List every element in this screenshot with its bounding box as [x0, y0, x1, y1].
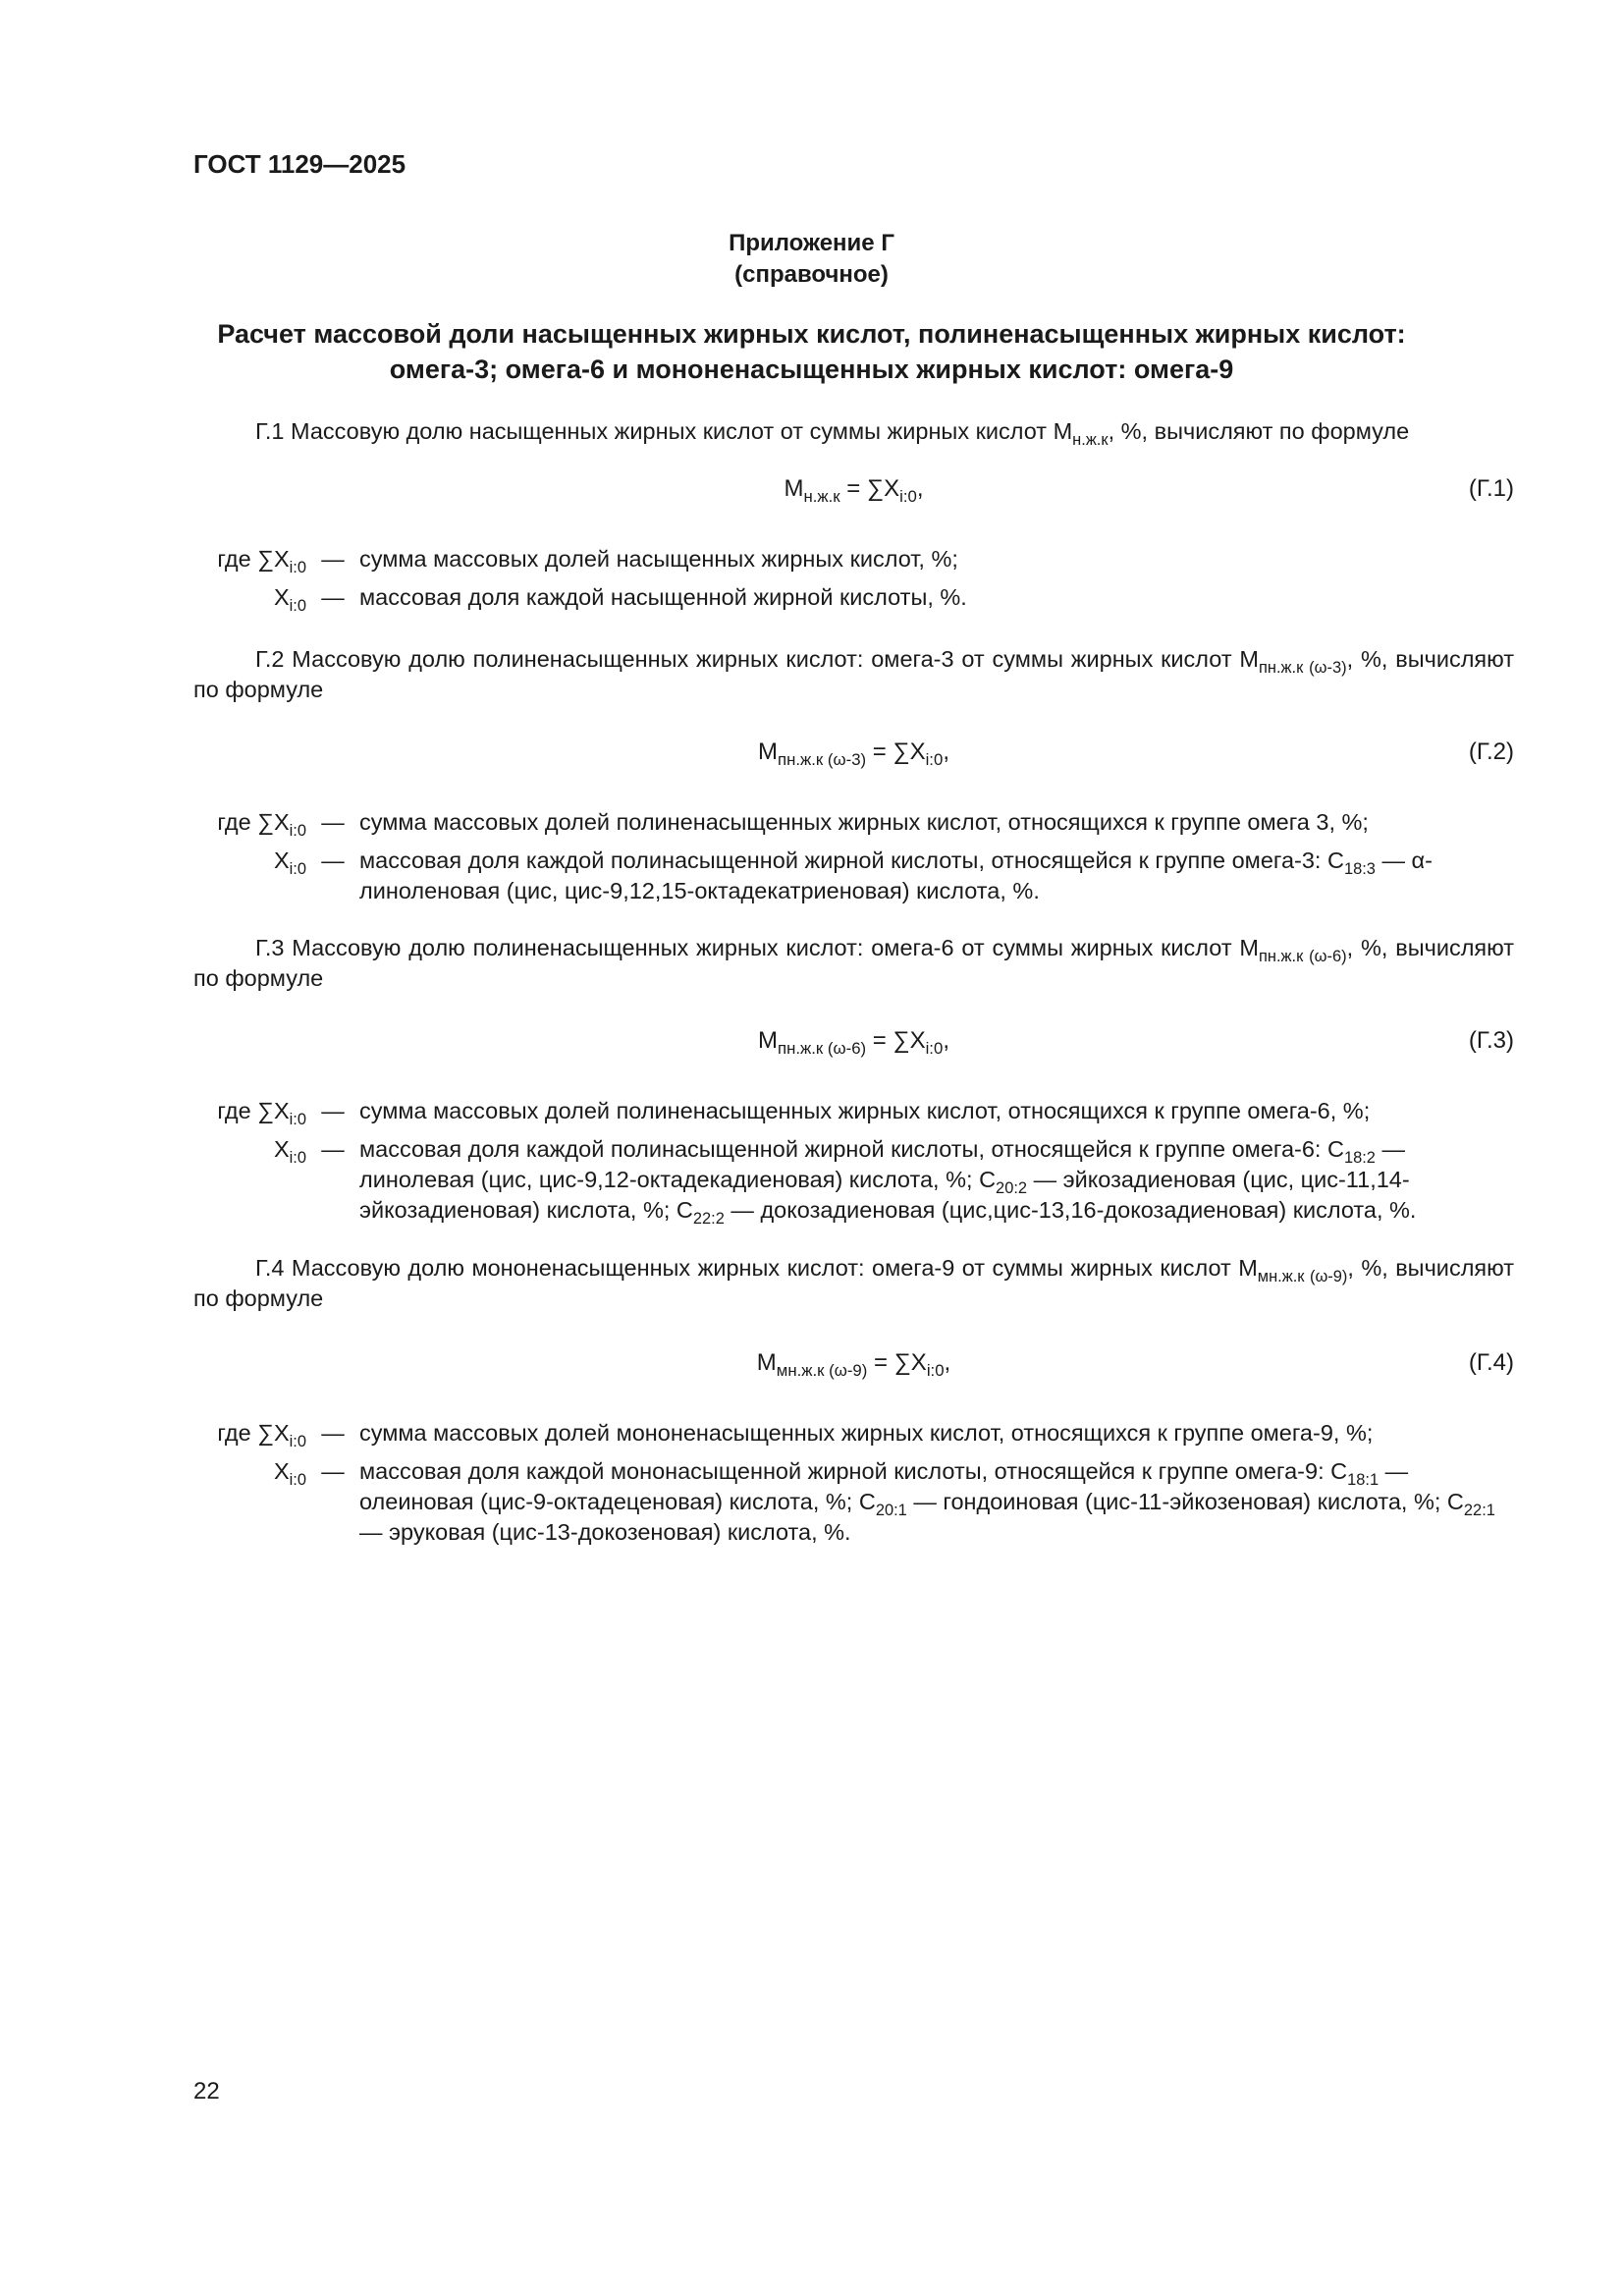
formula-tail: ,: [943, 738, 949, 765]
definition-text: массовая доля каждой полинасыщенной жирной кислоты, относящейся к группе омега-6: $C_{18:2}$ — линолевая (цис, цис-9,12-октадекадиеновая) кислота, %; $C_{20:2}$ — эйкозадиеновая (цис, цис-11,14-эйкозадиеновая) кислота, %; $C_{22:2}$ — докозадиеновая (цис,цис-13,16-докозадиеновая) кислота, %.: [359, 1136, 1417, 1228]
dash: —: [321, 809, 345, 835]
formula-g1: [193, 475, 1514, 509]
definition-symbol: где $\sum X_{i:0}$: [217, 1420, 306, 1450]
annex-title: [206, 316, 1417, 387]
definition-symbol: где $\sum X_{i:0}$: [217, 1098, 306, 1128]
formula-tail: ,: [943, 1027, 949, 1054]
definition-symbol: $X_{i:0}$: [273, 584, 306, 615]
subscript: пн.ж.к (ω-6): [1259, 947, 1347, 965]
formula-lhs: М: [756, 1349, 777, 1376]
definition-text: массовая доля каждой мононасыщенной жирной кислоты, относящейся к группе омега-9: $C_{18:1}$ — олеиновая (цис-9-октадеценовая) кислота, %; $C_{20:1}$ — гондоиновая (цис-11-эйкозеновая) кислота, %; $C_{22:1}$ — эруковая (цис-13-докозеновая) кислота, %.: [359, 1458, 1495, 1545]
paragraph-g3: [193, 933, 1514, 994]
definition-item: [196, 807, 1514, 838]
dash: —: [321, 1098, 345, 1123]
definitions-g1: [196, 544, 1514, 613]
definition-text: массовая доля каждой полинасыщенной жирной кислоты, относящейся к группе омега-3: $C_{18:3}$ — α-линоленовая (цис, цис-9,12,15-октадекатриеновая) кислота, %.: [359, 847, 1433, 903]
paragraph-g4: [193, 1253, 1514, 1314]
subscript: н.ж.к: [1072, 430, 1109, 449]
dash: —: [321, 546, 345, 572]
formula-rhs: = ∑X: [866, 738, 926, 765]
definition-text: сумма массовых долей полиненасыщенных жирных кислот, относящихся к группе омега 3, %;: [359, 809, 1369, 835]
definition-symbol: где $\sum X_{i:0}$: [217, 546, 306, 576]
paragraph-g2: [193, 644, 1514, 705]
formula-rhs: = ∑X: [866, 1027, 926, 1054]
formula-expression: [193, 738, 1514, 769]
subscript: мн.ж.к (ω-9): [1257, 1267, 1348, 1285]
paragraph-text: , %, вычисляют по формуле: [193, 646, 1515, 702]
dash: —: [321, 847, 345, 873]
subscript: пн.ж.к (ω-3): [778, 749, 867, 769]
formula-lhs: М: [784, 475, 804, 502]
dash: —: [321, 584, 345, 610]
definition-symbol: $X_{i:0}$: [273, 1458, 306, 1489]
definition-text: сумма массовых долей насыщенных жирных кислот, %;: [359, 546, 958, 572]
subscript: i:0: [926, 1360, 945, 1380]
paragraph-text: Г.2 Массовую долю полиненасыщенных жирных кислот: омега-3 от суммы жирных кислот М: [255, 646, 1260, 672]
formula-rhs: = ∑X: [839, 475, 900, 502]
definition-text: массовая доля каждой насыщенной жирной кислоты, %.: [359, 584, 967, 610]
subscript: i:0: [899, 486, 917, 506]
subscript: пн.ж.к (ω-3): [1259, 658, 1347, 677]
paragraph-text: Г.3 Массовую долю полиненасыщенных жирных кислот: омега-6 от суммы жирных кислот М: [255, 935, 1260, 960]
dash: —: [321, 1136, 345, 1162]
formula-number: (Г.4): [1468, 1349, 1514, 1376]
annex-label: Приложение Г: [729, 230, 894, 256]
annex-title-line-1: Расчет массовой доли насыщенных жирных кислот, полиненасыщенных жирных кислот:: [217, 319, 1406, 349]
definition-item: [196, 582, 1514, 613]
subscript: мн.ж.к (ω-9): [776, 1360, 868, 1380]
definition-item: [196, 544, 1514, 574]
formula-number: (Г.2): [1468, 738, 1514, 765]
definition-item: [196, 846, 1514, 906]
formula-tail: ,: [916, 475, 924, 502]
formula-tail: ,: [944, 1349, 951, 1376]
definition-text: сумма массовых долей мононенасыщенных жирных кислот, относящихся к группе омега-9, %;: [359, 1420, 1374, 1446]
formula-expression: [193, 1349, 1514, 1380]
annex-heading: [0, 228, 1623, 291]
page-number: 22: [193, 2078, 220, 2105]
definition-symbol: $X_{i:0}$: [273, 847, 306, 878]
formula-g3: [193, 1027, 1514, 1061]
annex-title-line-2: омега-3; омега-6 и мононенасыщенных жирных кислот: омега-9: [389, 355, 1234, 384]
definition-symbol: где $\sum X_{i:0}$: [217, 809, 306, 840]
definition-symbol: $X_{i:0}$: [273, 1136, 306, 1167]
definition-item: [196, 1418, 1514, 1449]
document-id: ГОСТ 1129—2025: [193, 149, 406, 179]
definition-item: [196, 1134, 1514, 1226]
definition-item: [196, 1456, 1514, 1548]
paragraph-text: , %, вычисляют по формуле: [1108, 418, 1410, 444]
paragraph-text: Г.1 Массовую долю насыщенных жирных кислот от суммы жирных кислот М: [255, 418, 1073, 444]
subscript: пн.ж.к (ω-6): [778, 1038, 867, 1058]
paragraph-g1: [193, 416, 1514, 447]
definition-item: [196, 1096, 1514, 1126]
formula-expression: [193, 475, 1514, 506]
dash: —: [321, 1458, 345, 1484]
paragraph-text: Г.4 Массовую долю мононенасыщенных жирных кислот: омега-9 от суммы жирных кислот М: [255, 1255, 1258, 1281]
formula-g4: [193, 1349, 1514, 1383]
formula-rhs: = ∑X: [867, 1349, 927, 1376]
formula-g2: [193, 738, 1514, 772]
paragraph-text: , %, вычисляют по формуле: [193, 935, 1515, 991]
formula-expression: [193, 1027, 1514, 1058]
definition-text: сумма массовых долей полиненасыщенных жирных кислот, относящихся к группе омега-6, %;: [359, 1098, 1371, 1123]
subscript: i:0: [925, 1038, 944, 1058]
dash: —: [321, 1420, 345, 1446]
definitions-g3: [196, 1096, 1514, 1226]
formula-lhs: М: [758, 738, 778, 765]
paragraph-text: , %, вычисляют по формуле: [193, 1255, 1514, 1311]
formula-number: (Г.3): [1468, 1027, 1514, 1054]
definitions-g2: [196, 807, 1514, 906]
subscript: i:0: [925, 749, 944, 769]
formula-lhs: М: [758, 1027, 778, 1054]
definitions-g4: [196, 1418, 1514, 1548]
formula-number: (Г.1): [1468, 475, 1514, 502]
subscript: н.ж.к: [803, 486, 840, 506]
annex-status: (справочное): [734, 261, 889, 288]
